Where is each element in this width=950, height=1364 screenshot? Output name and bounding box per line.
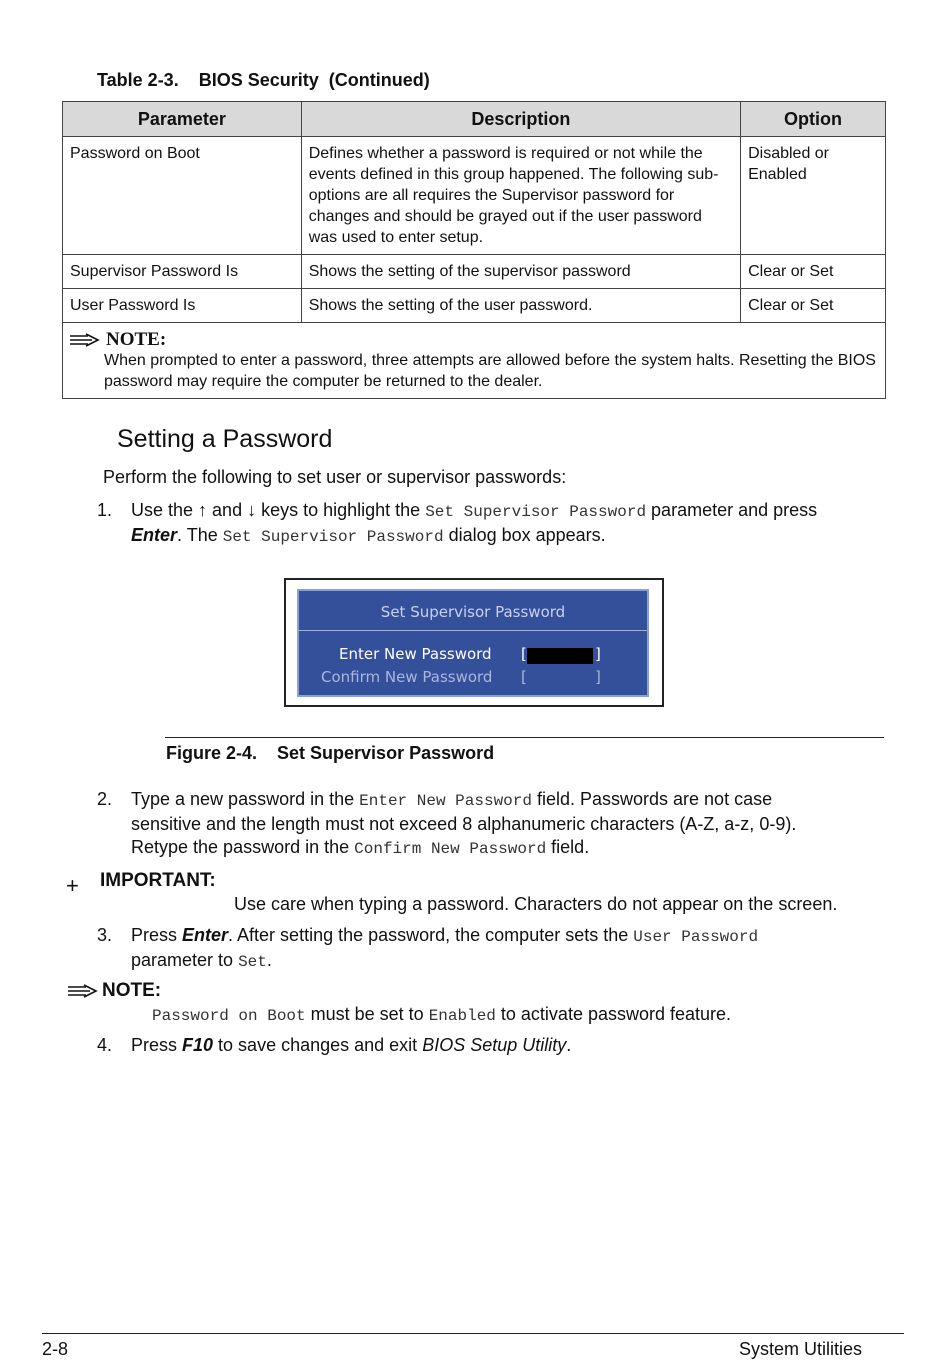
step-number: 2. xyxy=(97,789,113,809)
step-number: 1. xyxy=(97,500,113,520)
bios-dialog xyxy=(297,589,649,697)
step-text: field. Passwords are not case xyxy=(531,789,773,809)
row-param: Password on Boot xyxy=(63,137,302,255)
table-note-cell xyxy=(63,323,886,399)
step-text: and xyxy=(207,500,248,520)
table-row xyxy=(63,137,886,255)
page-number: 2-8 xyxy=(42,1339,69,1359)
confirm-password-label: Confirm New Password xyxy=(321,668,493,686)
down-arrow-icon: ↓ xyxy=(247,500,257,520)
note-text: When prompted to enter a password, three attempts are allowed before the system halts. Resetting the BIOS password may require the computer be returned to the dealer. xyxy=(104,352,876,390)
step-text: Press xyxy=(131,1035,183,1055)
step-text: field. xyxy=(546,837,590,857)
step-text: Type a new password in the xyxy=(131,789,360,809)
row-desc: Shows the setting of the supervisor password xyxy=(301,255,740,289)
dialog-title: Set Supervisor Password xyxy=(380,603,566,621)
key-name: Enter xyxy=(131,525,178,545)
header-option: Option xyxy=(741,102,886,137)
code-text: Enter New Password xyxy=(359,792,532,810)
note-label: NOTE: xyxy=(102,980,162,1001)
step-text: to save changes and exit xyxy=(213,1035,423,1055)
header-parameter: Parameter xyxy=(63,102,302,137)
note-arrow-icon xyxy=(68,984,98,998)
table-row xyxy=(63,255,886,289)
important-text: Use care when typing a password. Characters do not appear on the screen. xyxy=(234,894,838,914)
step-text: . The xyxy=(177,525,223,545)
step-text: . xyxy=(266,950,272,970)
step-text: keys to highlight the xyxy=(256,500,426,520)
key-name: Enter xyxy=(182,925,229,945)
code-text: Set Supervisor Password xyxy=(425,503,647,521)
step-text: . After setting the password, the computer sets the xyxy=(228,925,634,945)
bracket-open: [ xyxy=(521,668,527,686)
row-desc: Shows the setting of the user password. xyxy=(301,289,740,323)
section-intro: Perform the following to set user or supervisor passwords: xyxy=(103,467,567,487)
code-text: User Password xyxy=(633,928,759,946)
figure-caption: Figure 2-4. Set Supervisor Password xyxy=(166,743,495,763)
step-number: 4. xyxy=(97,1035,113,1055)
code-text: Password on Boot xyxy=(152,1007,306,1025)
code-text: Set xyxy=(238,953,267,971)
step-text: dialog box appears. xyxy=(443,525,606,545)
code-text: Enabled xyxy=(428,1007,496,1025)
note-arrow-icon xyxy=(70,333,100,347)
step-number: 3. xyxy=(97,925,113,945)
bios-security-table xyxy=(62,101,886,399)
important-label: IMPORTANT: xyxy=(100,870,216,891)
figure-frame xyxy=(284,578,664,707)
step-text: sensitive and the length must not exceed 8 alphanumeric characters (A-Z, a-z, 0-9). xyxy=(131,814,797,834)
note-label: NOTE: xyxy=(106,329,167,350)
section-title: Setting a Password xyxy=(117,425,333,453)
enter-password-field[interactable] xyxy=(527,648,593,664)
header-description: Description xyxy=(301,102,740,137)
up-arrow-icon: ↑ xyxy=(198,500,208,520)
step-text: Use the xyxy=(131,500,199,520)
table-header-row xyxy=(63,102,886,137)
note-heading xyxy=(70,329,878,350)
note-text-part: must be set to xyxy=(305,1004,429,1024)
note-heading xyxy=(68,980,161,1002)
app-name: BIOS Setup Utility xyxy=(422,1035,567,1055)
step-3 xyxy=(97,924,897,974)
bracket-open: [ xyxy=(521,645,527,663)
step-text: Retype the password in the xyxy=(131,837,355,857)
row-option: Clear or Set xyxy=(741,255,886,289)
row-param: User Password Is xyxy=(63,289,302,323)
step-2 xyxy=(97,788,897,861)
step-text: parameter to xyxy=(131,950,239,970)
row-option: Clear or Set xyxy=(741,289,886,323)
key-name: F10 xyxy=(182,1035,214,1055)
important-plus-icon: + xyxy=(66,873,79,898)
code-text: Set Supervisor Password xyxy=(222,528,444,546)
chapter-title: System Utilities xyxy=(738,1339,862,1359)
footer-rule xyxy=(42,1333,904,1334)
step-text: Press xyxy=(131,925,183,945)
note-text xyxy=(152,1004,731,1025)
bracket-close: ] xyxy=(595,668,601,686)
enter-password-label: Enter New Password xyxy=(339,645,492,663)
note-text-part: to activate password feature. xyxy=(495,1004,732,1024)
step-1 xyxy=(97,499,897,549)
row-desc: Defines whether a password is required or not while the events defined in this group happened. The following sub-options are all requires the Supervisor password for changes and should be grayed out if the user password was used to enter setup. xyxy=(301,137,740,255)
figure-rule xyxy=(165,737,884,738)
row-param: Supervisor Password Is xyxy=(63,255,302,289)
code-text: Confirm New Password xyxy=(354,840,547,858)
step-text: parameter and press xyxy=(646,500,818,520)
table-row xyxy=(63,289,886,323)
table-note-row xyxy=(63,323,886,399)
step-text: . xyxy=(566,1035,572,1055)
dialog-divider xyxy=(299,630,647,631)
table-caption: Table 2-3. BIOS Security (Continued) xyxy=(97,70,430,90)
row-option: Disabled or Enabled xyxy=(741,137,886,255)
step-4 xyxy=(97,1034,897,1057)
bracket-close: ] xyxy=(595,645,601,663)
